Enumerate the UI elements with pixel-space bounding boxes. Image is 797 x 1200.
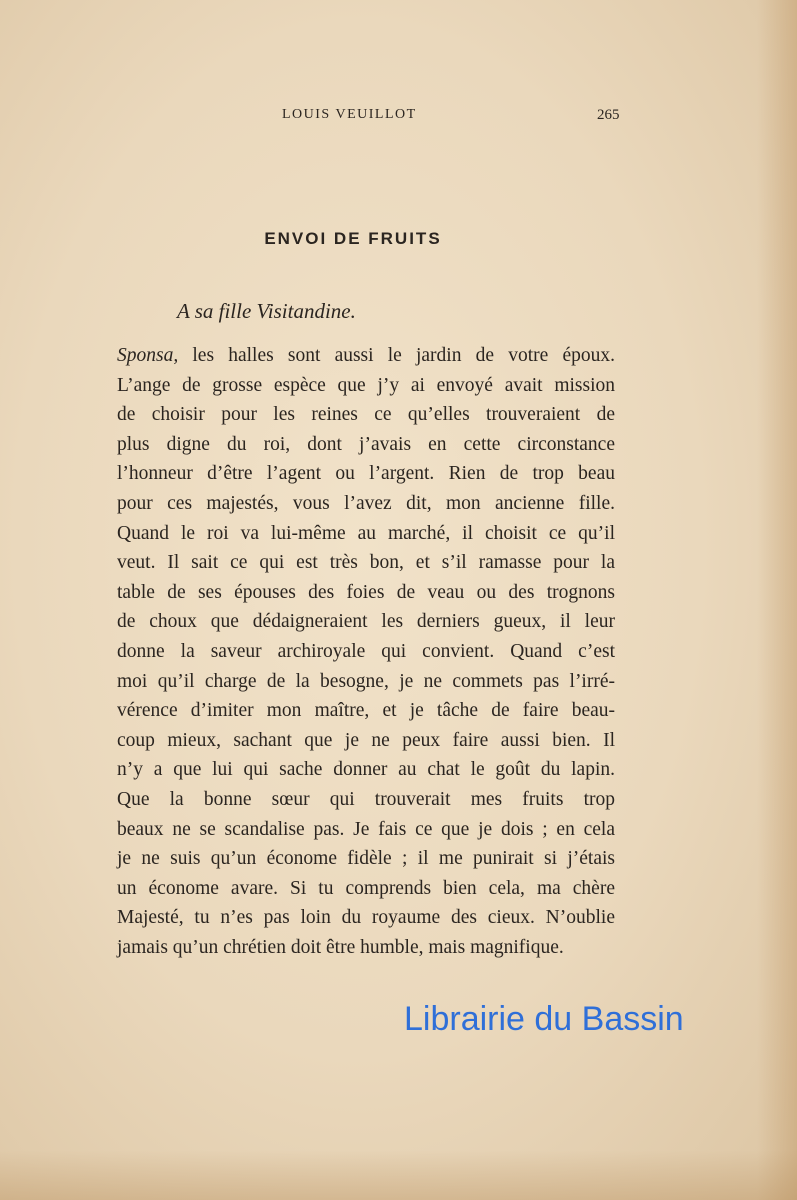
text-line: L’ange de grosse espèce que j’y ai envoyé avait mission — [117, 374, 615, 396]
paragraph-1 — [117, 341, 615, 785]
text-line: pour ces majestés, vous l’avez dit, mon ancienne fille. — [117, 492, 615, 514]
text-line: table de ses épouses des foies de veau ou des trognons — [117, 581, 615, 603]
text-line: Sponsa, les halles sont aussi le jardin de votre époux. — [117, 345, 615, 366]
dedication: A sa fille Visitandine. — [177, 299, 356, 323]
page-number: 265 — [597, 107, 620, 123]
text-line: beaux ne se scandalise pas. Je fais ce que je dois ; en cela — [117, 818, 615, 840]
text-line: l’honneur d’être l’agent ou l’argent. Rien de trop beau — [117, 463, 615, 485]
text-line: je ne suis qu’un économe fidèle ; il me punirait si j’étais — [117, 848, 615, 870]
text-line: de choisir pour les reines ce qu’elles trouveraient de — [117, 404, 615, 426]
lead-word: Sponsa, — [117, 345, 179, 366]
text-line: Majesté, tu n’es pas loin du royaume des cieux. N’oublie — [117, 907, 615, 929]
page-edge-shadow-bottom — [0, 1150, 797, 1200]
text-line: moi qu’il charge de la besogne, je ne commets pas l’irré- — [117, 670, 615, 692]
page-edge-shadow-right — [757, 0, 797, 1200]
text-line: plus digne du roi, dont j’avais en cette circonstance — [117, 433, 615, 455]
bookseller-watermark: Librairie du Bassin — [404, 1000, 684, 1038]
running-head: LOUIS VEUILLOT — [282, 107, 417, 122]
text-line: Que la bonne sœur qui trouverait mes fruits trop — [117, 788, 615, 810]
text-line: n’y a que lui qui sache donner au chat le goût du lapin. — [117, 759, 615, 781]
text-line: jamais qu’un chrétien doit être humble, mais magnifique. — [117, 936, 564, 958]
paragraph-2 — [117, 785, 615, 963]
poem-title: ENVOI DE FRUITS — [264, 229, 442, 248]
text-line: donne la saveur archiroyale qui convient. Quand c’est — [117, 640, 615, 662]
text-line: Quand le roi va lui-même au marché, il choisit ce qu’il — [117, 522, 615, 544]
text-line: veut. Il sait ce qui est très bon, et s’il ramasse pour la — [117, 552, 615, 574]
text-line: coup mieux, sachant que je ne peux faire aussi bien. Il — [117, 729, 615, 751]
body-text — [117, 341, 615, 962]
text-line: de choux que dédaigneraient les derniers gueux, il leur — [117, 611, 615, 633]
text-line: un économe avare. Si tu comprends bien cela, ma chère — [117, 877, 615, 899]
text-line: vérence d’imiter mon maître, et je tâche de faire beau- — [117, 700, 615, 722]
